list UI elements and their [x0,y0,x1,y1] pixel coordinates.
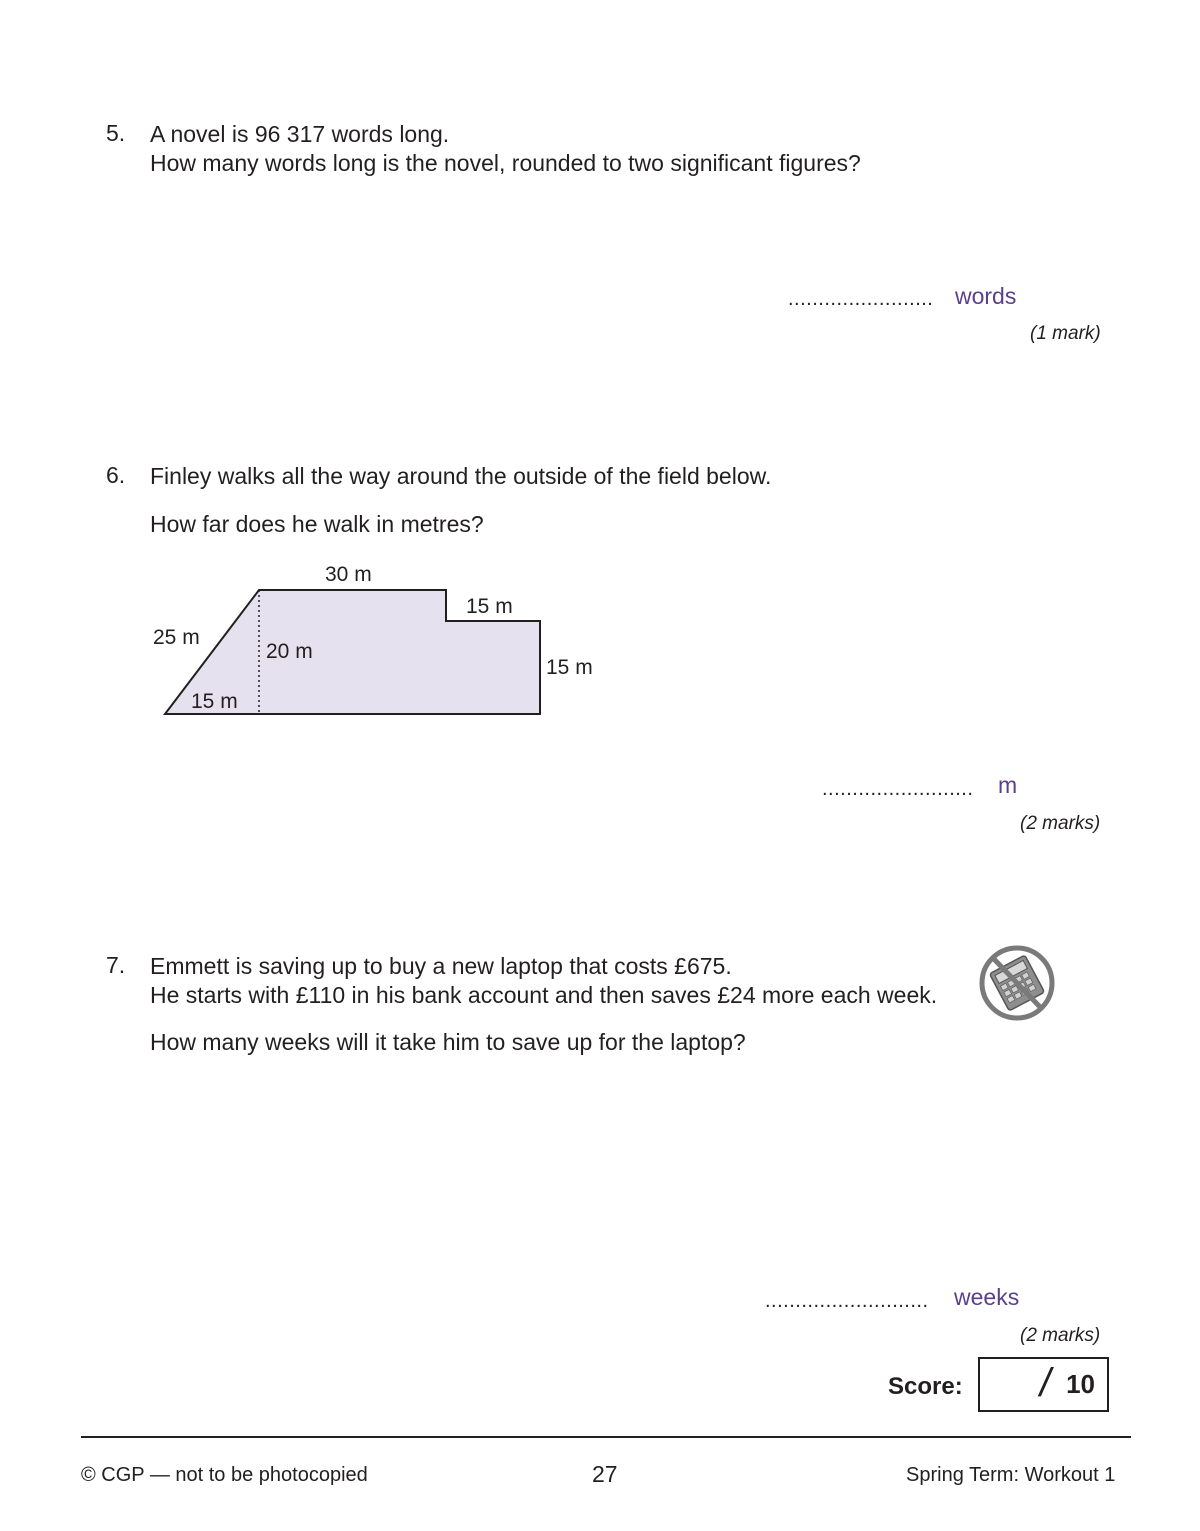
field-label-right: 15 m [546,656,593,679]
question-5-line-1: A novel is 96 317 words long. [150,121,450,147]
field-label-top: 30 m [325,563,372,586]
footer-copyright: © CGP — not to be photocopied [81,1464,368,1486]
question-7-number: 7. [106,952,126,978]
question-5-marks: (1 mark) [1030,323,1101,344]
question-7-answer-line[interactable]: ........................... [765,1290,929,1312]
field-label-height: 20 m [266,640,313,663]
field-label-slant: 25 m [153,626,200,649]
field-label-step: 15 m [466,595,513,618]
question-5-answer-line[interactable]: ........................ [788,288,934,310]
question-5-answer-unit: words [955,283,1017,309]
score-slash: / [1036,1361,1056,1405]
question-6-answer-line[interactable]: ......................... [822,778,974,800]
question-6-line-1: Finley walks all the way around the outside of the field below. [150,463,772,489]
question-5-number: 5. [106,120,126,146]
question-6-marks: (2 marks) [1020,813,1101,834]
score-total: 10 [1066,1369,1095,1399]
score-label: Score: [888,1373,963,1400]
question-7-line-2: He starts with £110 in his bank account and then saves £24 more each week. [150,982,938,1008]
footer-section: Spring Term: Workout 1 [906,1464,1116,1486]
footer-divider [81,1436,1131,1438]
question-7-line-1: Emmett is saving up to buy a new laptop that costs £675. [150,953,732,979]
question-7-answer-unit: weeks [954,1284,1020,1310]
question-6-answer-unit: m [998,772,1018,798]
page-number: 27 [592,1461,618,1487]
score-box[interactable] [978,1357,1109,1412]
question-6-line-2: How far does he walk in metres? [150,511,484,537]
question-5-line-2: How many words long is the novel, rounded to two significant figures? [150,150,861,176]
question-6-number: 6. [106,462,126,488]
field-label-base: 15 m [191,690,238,713]
question-7-marks: (2 marks) [1020,1325,1101,1346]
question-7-line-3: How many weeks will it take him to save up for the laptop? [150,1029,746,1055]
no-calculator-icon [977,944,1057,1022]
